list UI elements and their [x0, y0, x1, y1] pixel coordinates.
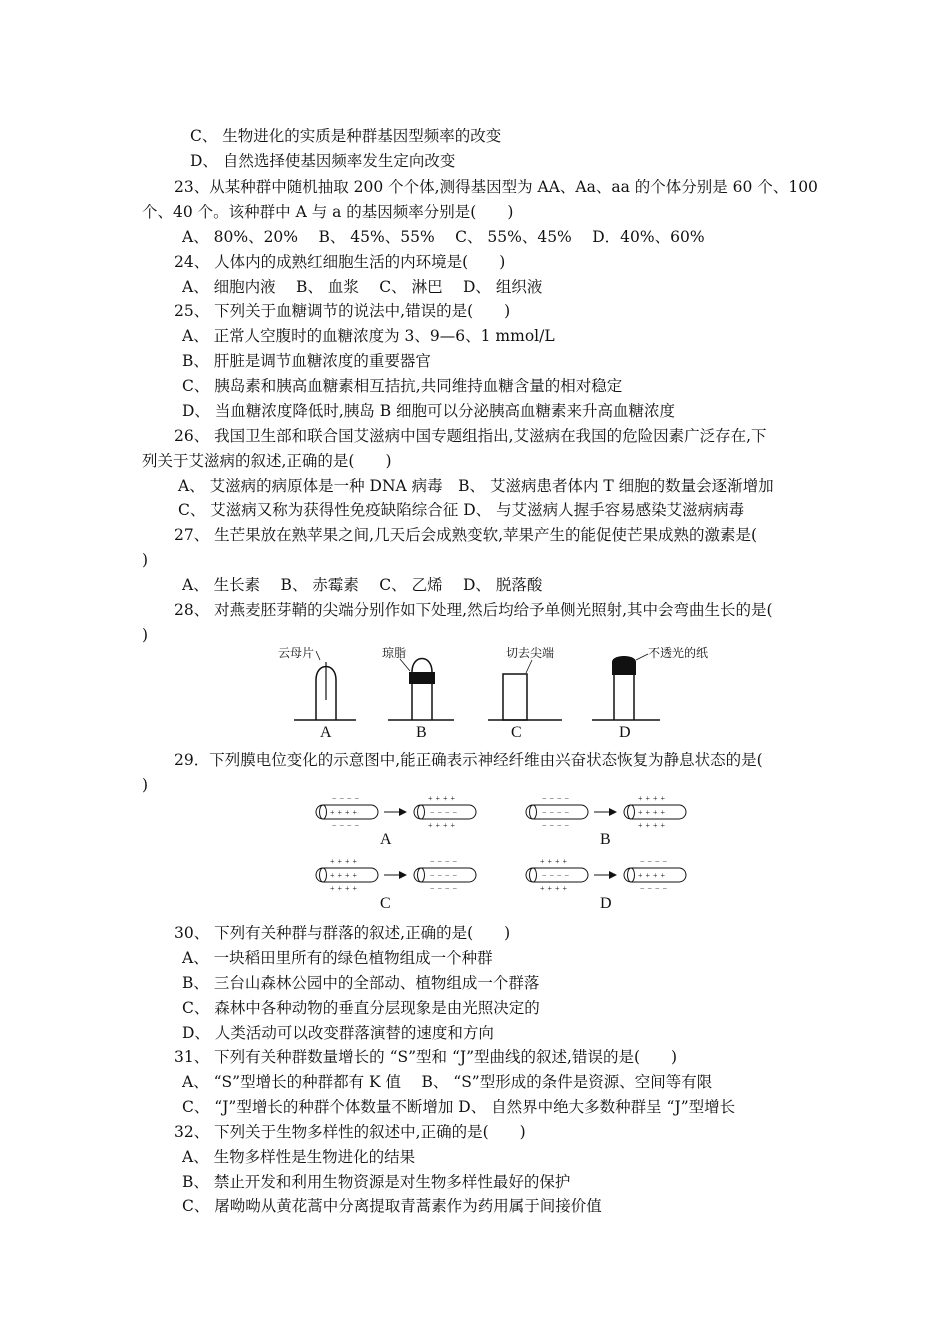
q24-options: A、 细胞内液 B、 血浆 C、 淋巴 D、 组织液	[182, 278, 543, 296]
q28-stem: 28、 对燕麦胚芽鞘的尖端分别作如下处理,然后均给予单侧光照射,其中会弯曲生长的是(	[174, 601, 773, 619]
q28-coleoptile-figure	[270, 642, 709, 742]
q27-options: A、 生长素 B、 赤霉素 C、 乙烯 D、 脱落酸	[182, 576, 543, 594]
q22-option-c: C、 生物进化的实质是种群基因型频率的改变	[190, 127, 502, 145]
option-a-label: A	[380, 831, 392, 848]
positive-charge-row: + + + +	[638, 794, 666, 803]
membrane-option-c	[316, 857, 476, 912]
option-b-label: B	[416, 724, 427, 741]
label-opaque-paper: 不透光的纸	[648, 646, 709, 660]
q31-options-cd: C、 “J”型增长的种群个体数量不断增加 D、 自然界中绝大多数种群呈 “J”型增长	[182, 1098, 736, 1116]
option-d-label: D	[619, 724, 631, 741]
positive-charge-row: + + + +	[638, 871, 666, 880]
option-a-label: A	[320, 724, 332, 741]
q26-options-cd: C、 艾滋病又称为获得性免疫缺陷综合征 D、 与艾滋病人握手容易感染艾滋病病毒	[178, 501, 745, 519]
negative-charge-row: − − − −	[640, 884, 668, 893]
coleoptile-b	[382, 645, 454, 741]
q25-stem: 25、 下列关于血糖调节的说法中,错误的是( )	[174, 302, 511, 320]
q26-stem: 26、 我国卫生部和联合国艾滋病中国专题组指出,艾滋病在我国的危险因素广泛存在,下	[174, 427, 767, 445]
q31-stem: 31、 下列有关种群数量增长的 “S”型和 “J”型曲线的叙述,错误的是( )	[174, 1048, 678, 1066]
negative-charge-row: − − − −	[640, 857, 668, 866]
positive-charge-row: + + + +	[428, 794, 456, 803]
q32-option-b: B、 禁止开发和利用生物资源是对生物多样性最好的保护	[182, 1173, 571, 1191]
q27-stem: 27、 生芒果放在熟苹果之间,几天后会成熟变软,苹果产生的能促使芒果成熟的激素是(	[174, 526, 758, 544]
q25-option-b: B、 肝脏是调节血糖浓度的重要器官	[182, 352, 431, 370]
q25-option-a: A、 正常人空腹时的血糖浓度为 3、9—6、1 mmol/L	[182, 327, 555, 345]
positive-charge-row: + + + +	[330, 857, 358, 866]
membrane-option-d	[526, 857, 686, 912]
q29-membrane-figure	[310, 792, 700, 916]
negative-charge-row: − − − −	[430, 808, 458, 817]
label-mica: 云母片	[278, 646, 315, 660]
q23-options: A、 80%、20% B、 45%、55% C、 55%、45% D．40%、60%	[182, 228, 705, 246]
option-d-label: D	[600, 895, 612, 912]
q29-stem-cont: )	[142, 776, 149, 794]
q27-stem-cont: )	[142, 551, 149, 569]
q31-options-ab: A、 “S”型增长的种群都有 K 值 B、 “S”型形成的条件是资源、空间等有限	[182, 1073, 713, 1091]
q28-stem-cont: )	[142, 626, 149, 644]
q24-stem: 24、 人体内的成熟红细胞生活的内环境是( )	[174, 253, 506, 271]
negative-charge-row: − − − −	[332, 794, 360, 803]
positive-charge-row: + + + +	[540, 857, 568, 866]
q32-stem: 32、 下列关于生物多样性的叙述中,正确的是( )	[174, 1123, 526, 1141]
q30-option-d: D、 人类活动可以改变群落演替的速度和方向	[182, 1024, 494, 1042]
q25-option-c: C、 胰岛素和胰高血糖素相互拮抗,共同维持血糖含量的相对稳定	[182, 377, 623, 395]
q32-option-a: A、 生物多样性是生物进化的结果	[182, 1148, 416, 1166]
q25-option-d: D、 当血糖浓度降低时,胰岛 B 细胞可以分泌胰高血糖素来升高血糖浓度	[182, 402, 676, 420]
positive-charge-row: + + + +	[330, 871, 358, 880]
label-tip-removed: 切去尖端	[506, 646, 555, 660]
positive-charge-row: + + + +	[638, 808, 666, 817]
negative-charge-row: − − − −	[542, 808, 570, 817]
option-c-label: C	[380, 895, 391, 912]
negative-charge-row: − − − −	[430, 857, 458, 866]
positive-charge-row: + + + +	[330, 808, 358, 817]
negative-charge-row: − − − −	[542, 794, 570, 803]
negative-charge-row: − − − −	[332, 821, 360, 830]
q23-stem: 23、从某种群中随机抽取 200 个个体,测得基因型为 AA、Aa、aa 的个体分别是 60 个、100	[174, 178, 818, 196]
coleoptile-d	[592, 645, 708, 741]
negative-charge-row: − − − −	[430, 884, 458, 893]
option-c-label: C	[511, 724, 522, 741]
positive-charge-row: + + + +	[540, 884, 568, 893]
q30-option-c: C、 森林中各种动物的垂直分层现象是由光照决定的	[182, 999, 540, 1017]
negative-charge-row: − − − −	[542, 871, 570, 880]
option-b-label: B	[600, 831, 611, 848]
label-agar: 琼脂	[382, 646, 407, 660]
positive-charge-row: + + + +	[330, 884, 358, 893]
coleoptile-c	[488, 645, 562, 741]
q30-option-a: A、 一块稻田里所有的绿色植物组成一个种群	[182, 949, 493, 967]
negative-charge-row: − − − −	[430, 871, 458, 880]
q26-options-ab: A、 艾滋病的病原体是一种 DNA 病毒 B、 艾滋病患者体内 T 细胞的数量会逐渐增加	[178, 477, 774, 495]
positive-charge-row: + + + +	[638, 821, 666, 830]
q30-option-b: B、 三台山森林公园中的全部动、植物组成一个群落	[182, 974, 540, 992]
coleoptile-a	[278, 645, 356, 741]
q30-stem: 30、 下列有关种群与群落的叙述,正确的是( )	[174, 924, 511, 942]
positive-charge-row: + + + +	[428, 821, 456, 830]
q32-option-c: C、 屠呦呦从黄花蒿中分离提取青蒿素作为药用属于间接价值	[182, 1197, 602, 1215]
q29-stem: 29．下列膜电位变化的示意图中,能正确表示神经纤维由兴奋状态恢复为静息状态的是(	[174, 751, 763, 769]
membrane-option-a	[316, 794, 476, 848]
q23-stem-cont: 个、40 个。该种群中 A 与 a 的基因频率分别是( )	[142, 203, 514, 221]
negative-charge-row: − − − −	[542, 821, 570, 830]
q26-stem-cont: 列关于艾滋病的叙述,正确的是( )	[142, 452, 392, 470]
membrane-option-b	[526, 794, 686, 848]
q22-option-d: D、 自然选择使基因频率发生定向改变	[190, 152, 456, 170]
